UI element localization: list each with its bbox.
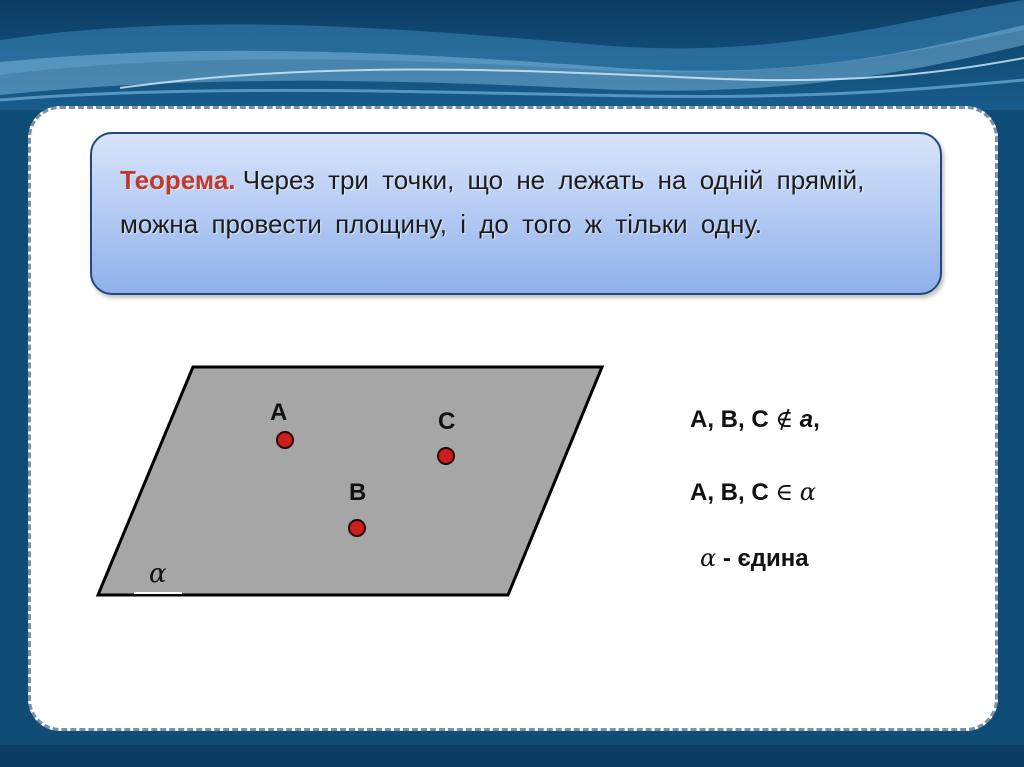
formula-plane: α [700, 544, 717, 572]
point-c [438, 448, 454, 464]
formula-unique-text: - єдина [722, 545, 809, 572]
theorem-label: Теорема. [120, 165, 236, 195]
formula-tail: , [813, 406, 820, 433]
point-b [349, 520, 365, 536]
formula-in-line [690, 478, 816, 507]
theorem-body: Через три точки, що не лежать на одній прямій, можна провести площину, і до того ж тільки одну. [120, 165, 865, 239]
element-of-symbol: ∈ [775, 478, 794, 506]
formula-plane: a [799, 406, 814, 433]
not-element-of-symbol: ∉ [775, 405, 794, 433]
point-label-b: B [349, 479, 367, 506]
formula-not-in-line [690, 405, 820, 434]
point-a [277, 432, 293, 448]
formula-points: A, B, C [690, 479, 769, 506]
formula-plane: α [799, 478, 816, 506]
point-label-a: A [270, 399, 288, 426]
formula-points: A, B, C [690, 406, 769, 433]
formula-unique-line [700, 544, 809, 573]
plane-label: α [149, 559, 167, 589]
point-label-c: C [438, 408, 456, 435]
